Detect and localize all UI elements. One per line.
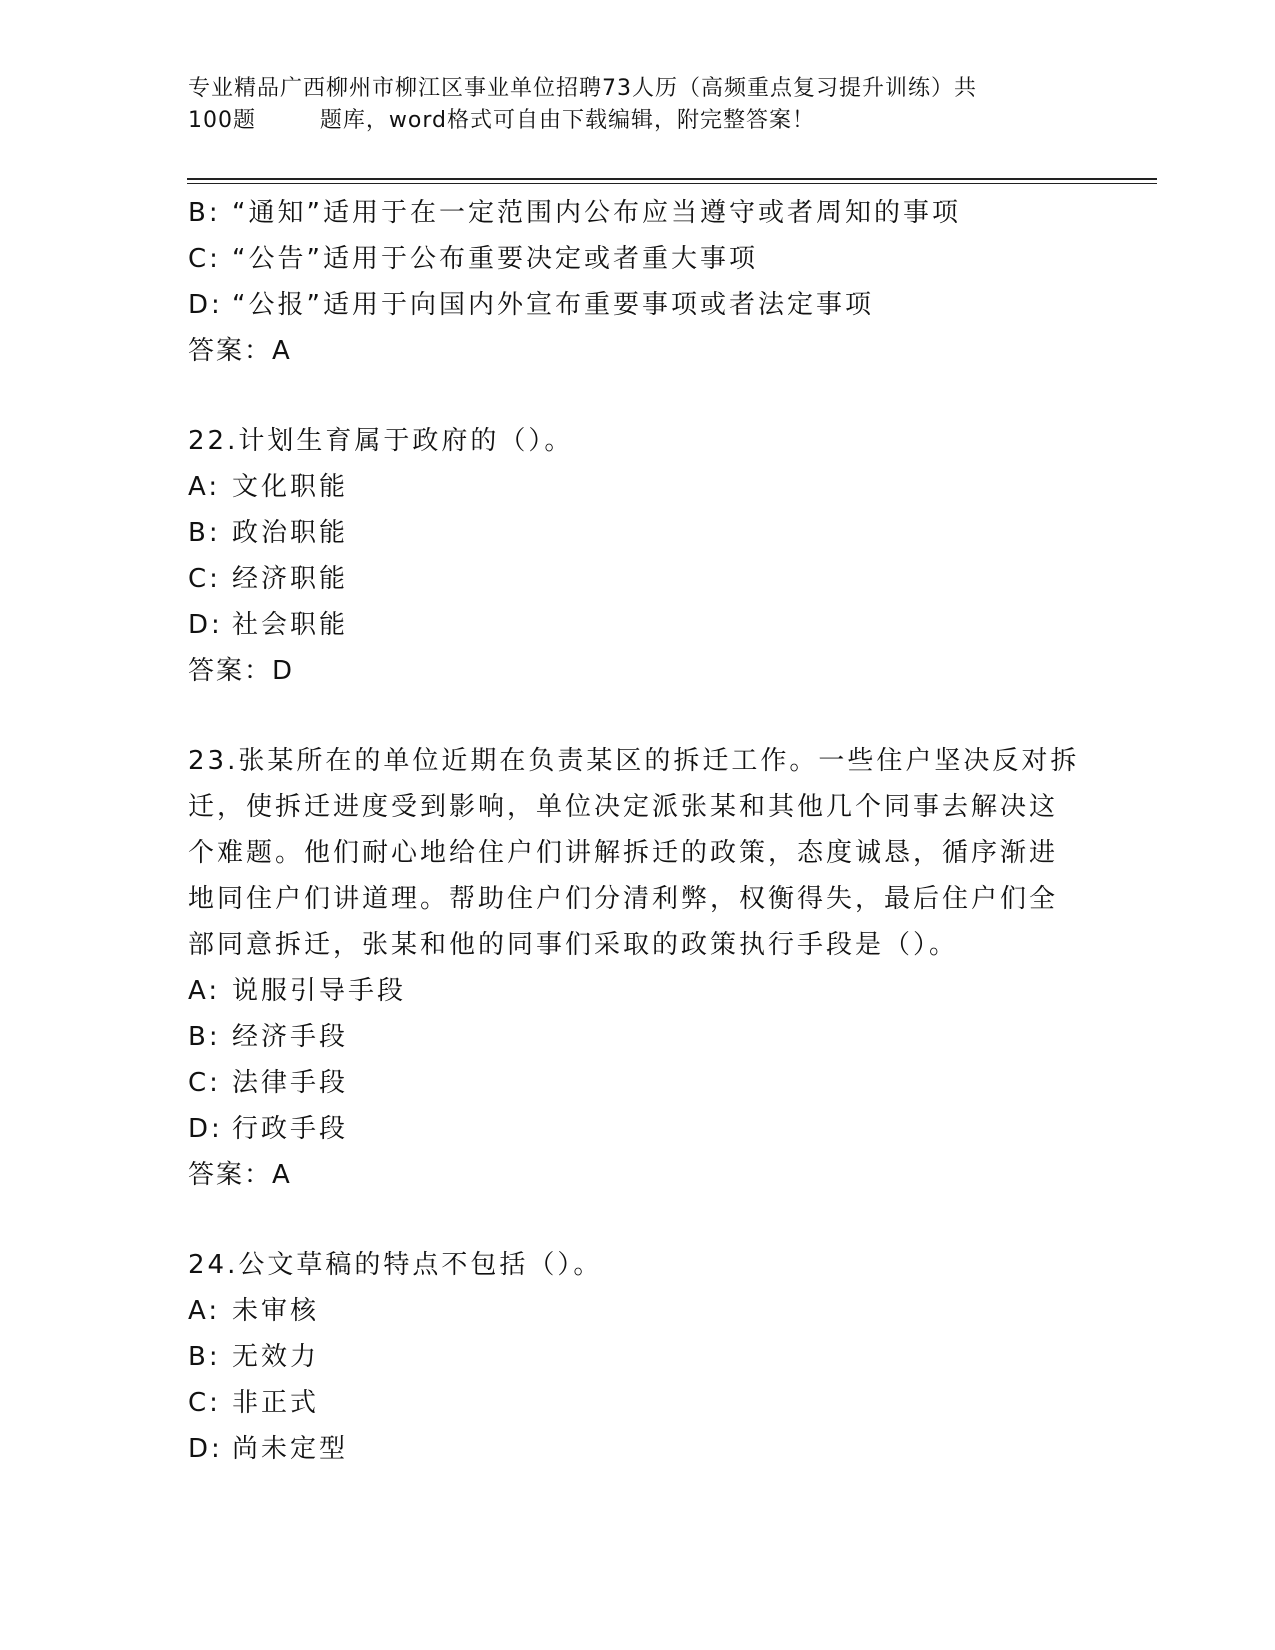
option-key: B: (188, 1342, 221, 1372)
spacer (188, 374, 1088, 418)
question-stem: 22.计划生育属于政府的（）。 (188, 426, 574, 456)
option-text: 未审核 (232, 1296, 320, 1326)
option-key: A: (188, 1296, 221, 1326)
answer-line: 答案：A (188, 1160, 292, 1190)
header-title-line-1: 专业精品广西柳州市柳江区事业单位招聘73人历（高频重点复习提升训练）共 (188, 76, 977, 101)
option-key: D: (188, 610, 223, 640)
question-24 (188, 1242, 1088, 1472)
question-stem-line: 个难题。他们耐心地给住户们讲解拆迁的政策，态度诚恳，循序渐进 (188, 838, 1059, 868)
option-d (188, 1426, 1088, 1472)
option-c (188, 1060, 1088, 1106)
option-a (188, 968, 1088, 1014)
option-key: C: (188, 564, 221, 594)
question-stem-line: 迁，使拆迁进度受到影响，单位决定派张某和其他几个同事去解决这 (188, 792, 1059, 822)
option-d (188, 282, 1088, 328)
option-b (188, 510, 1088, 556)
option-text: 社会职能 (232, 610, 349, 640)
option-text: 文化职能 (232, 472, 349, 502)
option-key: D: (188, 1114, 223, 1144)
question-stem-line: 23.张某所在的单位近期在负责某区的拆迁工作。一些住户坚决反对拆 (188, 746, 1080, 776)
option-a (188, 464, 1088, 510)
option-b (188, 190, 1088, 236)
question-23 (188, 738, 1088, 1198)
spacer (188, 1198, 1088, 1242)
question-21-tail (188, 190, 1088, 374)
question-stem: 24.公文草稿的特点不包括（）。 (188, 1250, 603, 1280)
option-d (188, 602, 1088, 648)
option-c (188, 556, 1088, 602)
option-text: 法律手段 (232, 1068, 349, 1098)
answer-line: 答案：D (188, 656, 295, 686)
option-key: A: (188, 472, 221, 502)
option-d (188, 1106, 1088, 1152)
option-key: B: (188, 1022, 221, 1052)
option-text: 经济职能 (232, 564, 349, 594)
option-key: A: (188, 976, 221, 1006)
header-divider-thick (187, 178, 1157, 180)
option-key: C: (188, 1068, 221, 1098)
option-b (188, 1334, 1088, 1380)
option-key: C: (188, 244, 221, 274)
answer-line: 答案：A (188, 336, 292, 366)
option-key: D: (188, 1434, 223, 1464)
question-stem-line: 部同意拆迁，张某和他的同事们采取的政策执行手段是（）。 (188, 930, 959, 960)
option-text: 非正式 (232, 1388, 320, 1418)
option-key: D: (188, 290, 223, 320)
question-22 (188, 418, 1088, 694)
option-b (188, 1014, 1088, 1060)
spacer (188, 694, 1088, 738)
option-text: 说服引导手段 (232, 976, 407, 1006)
option-key: C: (188, 1388, 221, 1418)
option-text: 尚未定型 (232, 1434, 349, 1464)
header-divider-thin (187, 183, 1157, 184)
option-key: B: (188, 198, 221, 228)
option-key: B: (188, 518, 221, 548)
document-header (188, 73, 1068, 137)
option-c (188, 236, 1088, 282)
option-text: “公告”适用于公布重要决定或者重大事项 (232, 244, 758, 274)
option-text: “通知”适用于在一定范围内公布应当遵守或者周知的事项 (232, 198, 961, 228)
option-text: 行政手段 (232, 1114, 349, 1144)
option-text: “公报”适用于向国内外宣布重要事项或者法定事项 (232, 290, 874, 320)
option-c (188, 1380, 1088, 1426)
option-text: 政治职能 (232, 518, 349, 548)
option-a (188, 1288, 1088, 1334)
question-content (188, 190, 1088, 1472)
option-text: 无效力 (232, 1342, 320, 1372)
option-text: 经济手段 (232, 1022, 349, 1052)
question-stem-line: 地同住户们讲道理。帮助住户们分清利弊，权衡得失，最后住户们全 (188, 884, 1059, 914)
header-title-line-2: 100题 题库，word格式可自由下载编辑，附完整答案！ (188, 108, 816, 133)
